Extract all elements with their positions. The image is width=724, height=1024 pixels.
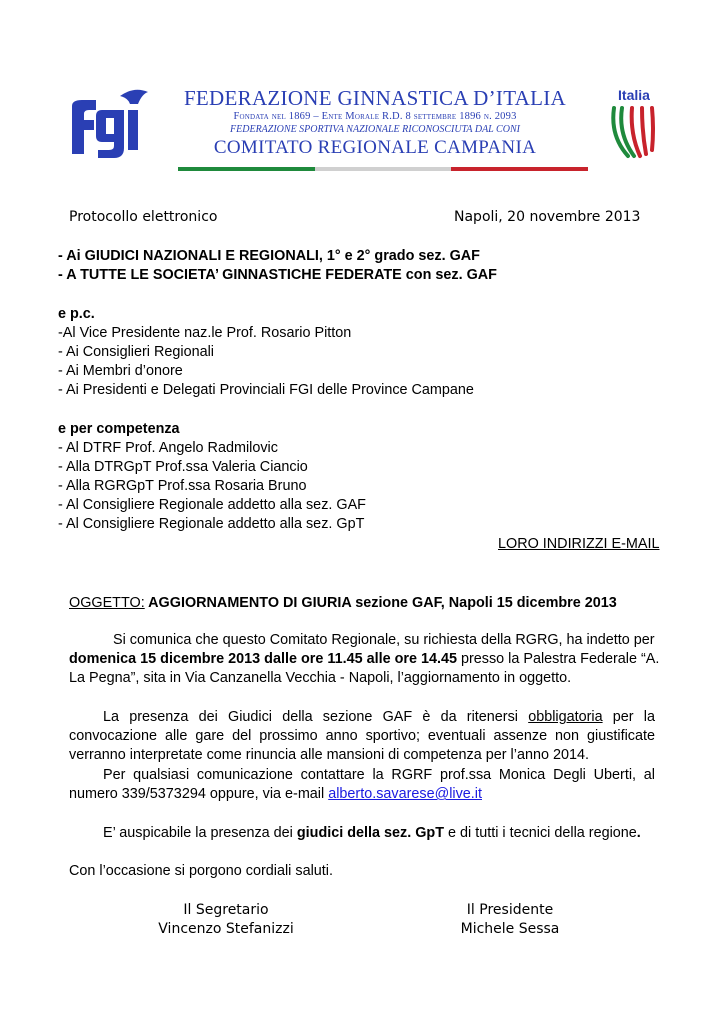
p2-text: La presenza dei Giudici della sezione GAF è da ritenersi bbox=[103, 709, 529, 725]
p2-text: per la bbox=[602, 709, 655, 725]
p1-line: Si comunica che questo Comitato Regionale, su richiesta della RGRG, ha indetto per bbox=[113, 632, 655, 648]
p4-text: e di tutti i tecnici della regione bbox=[444, 825, 637, 841]
p3-line bbox=[69, 785, 482, 804]
closing-line: Con l’occasione si porgono cordiali saluti. bbox=[69, 863, 333, 879]
fgi-logo bbox=[58, 84, 150, 164]
competence-line: - Al Consigliere Regionale addetto alla sez. GAF bbox=[58, 497, 366, 513]
competence-line: - Al DTRF Prof. Angelo Radmilovic bbox=[58, 440, 278, 456]
p1-line: La Pegna”, sita in Via Canzanella Vecchia - Napoli, l’aggiornamento in oggetto. bbox=[69, 670, 572, 686]
p1-text: presso la Palestra Federale “A. bbox=[456, 651, 660, 667]
cc-line: - Ai Membri d’onore bbox=[58, 363, 183, 379]
recipient-line: - Ai GIUDICI NAZIONALI E REGIONALI, 1° e 2° grado sez. GAF bbox=[58, 248, 480, 264]
italia-logo bbox=[604, 86, 664, 160]
competence-line: - Alla RGRGpT Prof.ssa Rosaria Bruno bbox=[58, 478, 307, 494]
secretary-name: Vincenzo Stefanizzi bbox=[158, 921, 294, 937]
federation-title: FEDERAZIONE GINNASTICA D’ITALIA bbox=[183, 86, 567, 110]
president-name: Michele Sessa bbox=[460, 921, 560, 937]
p4-bold: giudici della sez. GpT bbox=[296, 825, 444, 841]
recipient-line: - A TUTTE LE SOCIETA’ GINNASTICHE FEDERATE con sez. GAF bbox=[58, 267, 497, 283]
cc-line: -Al Vice Presidente naz.le Prof. Rosario Pitton bbox=[58, 325, 352, 341]
p2-line: verranno interpretate come rinuncia alle mansioni di competenza per l’anno 2014. bbox=[69, 747, 589, 763]
p4-text: E’ auspicabile la presenza dei bbox=[103, 825, 297, 841]
subject-text: AGGIORNAMENTO DI GIURIA sezione GAF, Napoli 15 dicembre 2013 bbox=[144, 595, 617, 611]
cc-line: - Ai Presidenti e Delegati Provinciali FGI delle Province Campane bbox=[58, 382, 474, 398]
subject-label: OGGETTO: bbox=[69, 595, 145, 611]
cc-line: - Ai Consiglieri Regionali bbox=[58, 344, 214, 360]
tricolor-rule bbox=[178, 167, 588, 171]
cc-heading: e p.c. bbox=[58, 306, 95, 322]
p4-line bbox=[103, 824, 641, 843]
contact-email-link[interactable]: alberto.savarese@live.it bbox=[328, 786, 482, 802]
p1-line bbox=[69, 650, 659, 669]
email-addresses-note: LORO INDIRIZZI E-MAIL bbox=[498, 536, 660, 552]
president-title: Il Presidente bbox=[466, 902, 554, 918]
subject-line bbox=[69, 594, 617, 613]
competence-heading: e per competenza bbox=[58, 421, 180, 437]
event-datetime: domenica 15 dicembre 2013 dalle ore 11.45 alle ore 14.45 bbox=[69, 651, 457, 667]
p2-line bbox=[103, 708, 655, 727]
protocol-label: Protocollo elettronico bbox=[69, 209, 218, 225]
place-date: Napoli, 20 novembre 2013 bbox=[454, 209, 641, 225]
committee-title: COMITATO REGIONALE CAMPANIA bbox=[213, 137, 537, 158]
p2-line: convocazione alle gare del prossimo anno sportivo; eventuali assenze non giustificate bbox=[69, 728, 655, 744]
p3-line: Per qualsiasi comunicazione contattare la RGRF prof.ssa Monica Degli Uberti, al bbox=[103, 767, 655, 783]
p3-text: numero 339/5373294 oppure, via e-mail bbox=[69, 786, 329, 802]
p4-period: . bbox=[636, 825, 641, 841]
competence-line: - Alla DTRGpT Prof.ssa Valeria Ciancio bbox=[58, 459, 308, 475]
secretary-title: Il Segretario bbox=[183, 902, 269, 918]
federation-subtitle: FEDERAZIONE SPORTIVA NAZIONALE RICONOSCIUTA DAL CONI bbox=[230, 124, 520, 135]
svg-text:Italia: Italia bbox=[618, 87, 650, 103]
mandatory-word: obbligatoria bbox=[528, 709, 603, 725]
competence-line: - Al Consigliere Regionale addetto alla sez. GpT bbox=[58, 516, 365, 532]
founding-note: Fondata nel 1869 – Ente Morale R.D. 8 settembre 1896 n. 2093 bbox=[233, 111, 517, 122]
